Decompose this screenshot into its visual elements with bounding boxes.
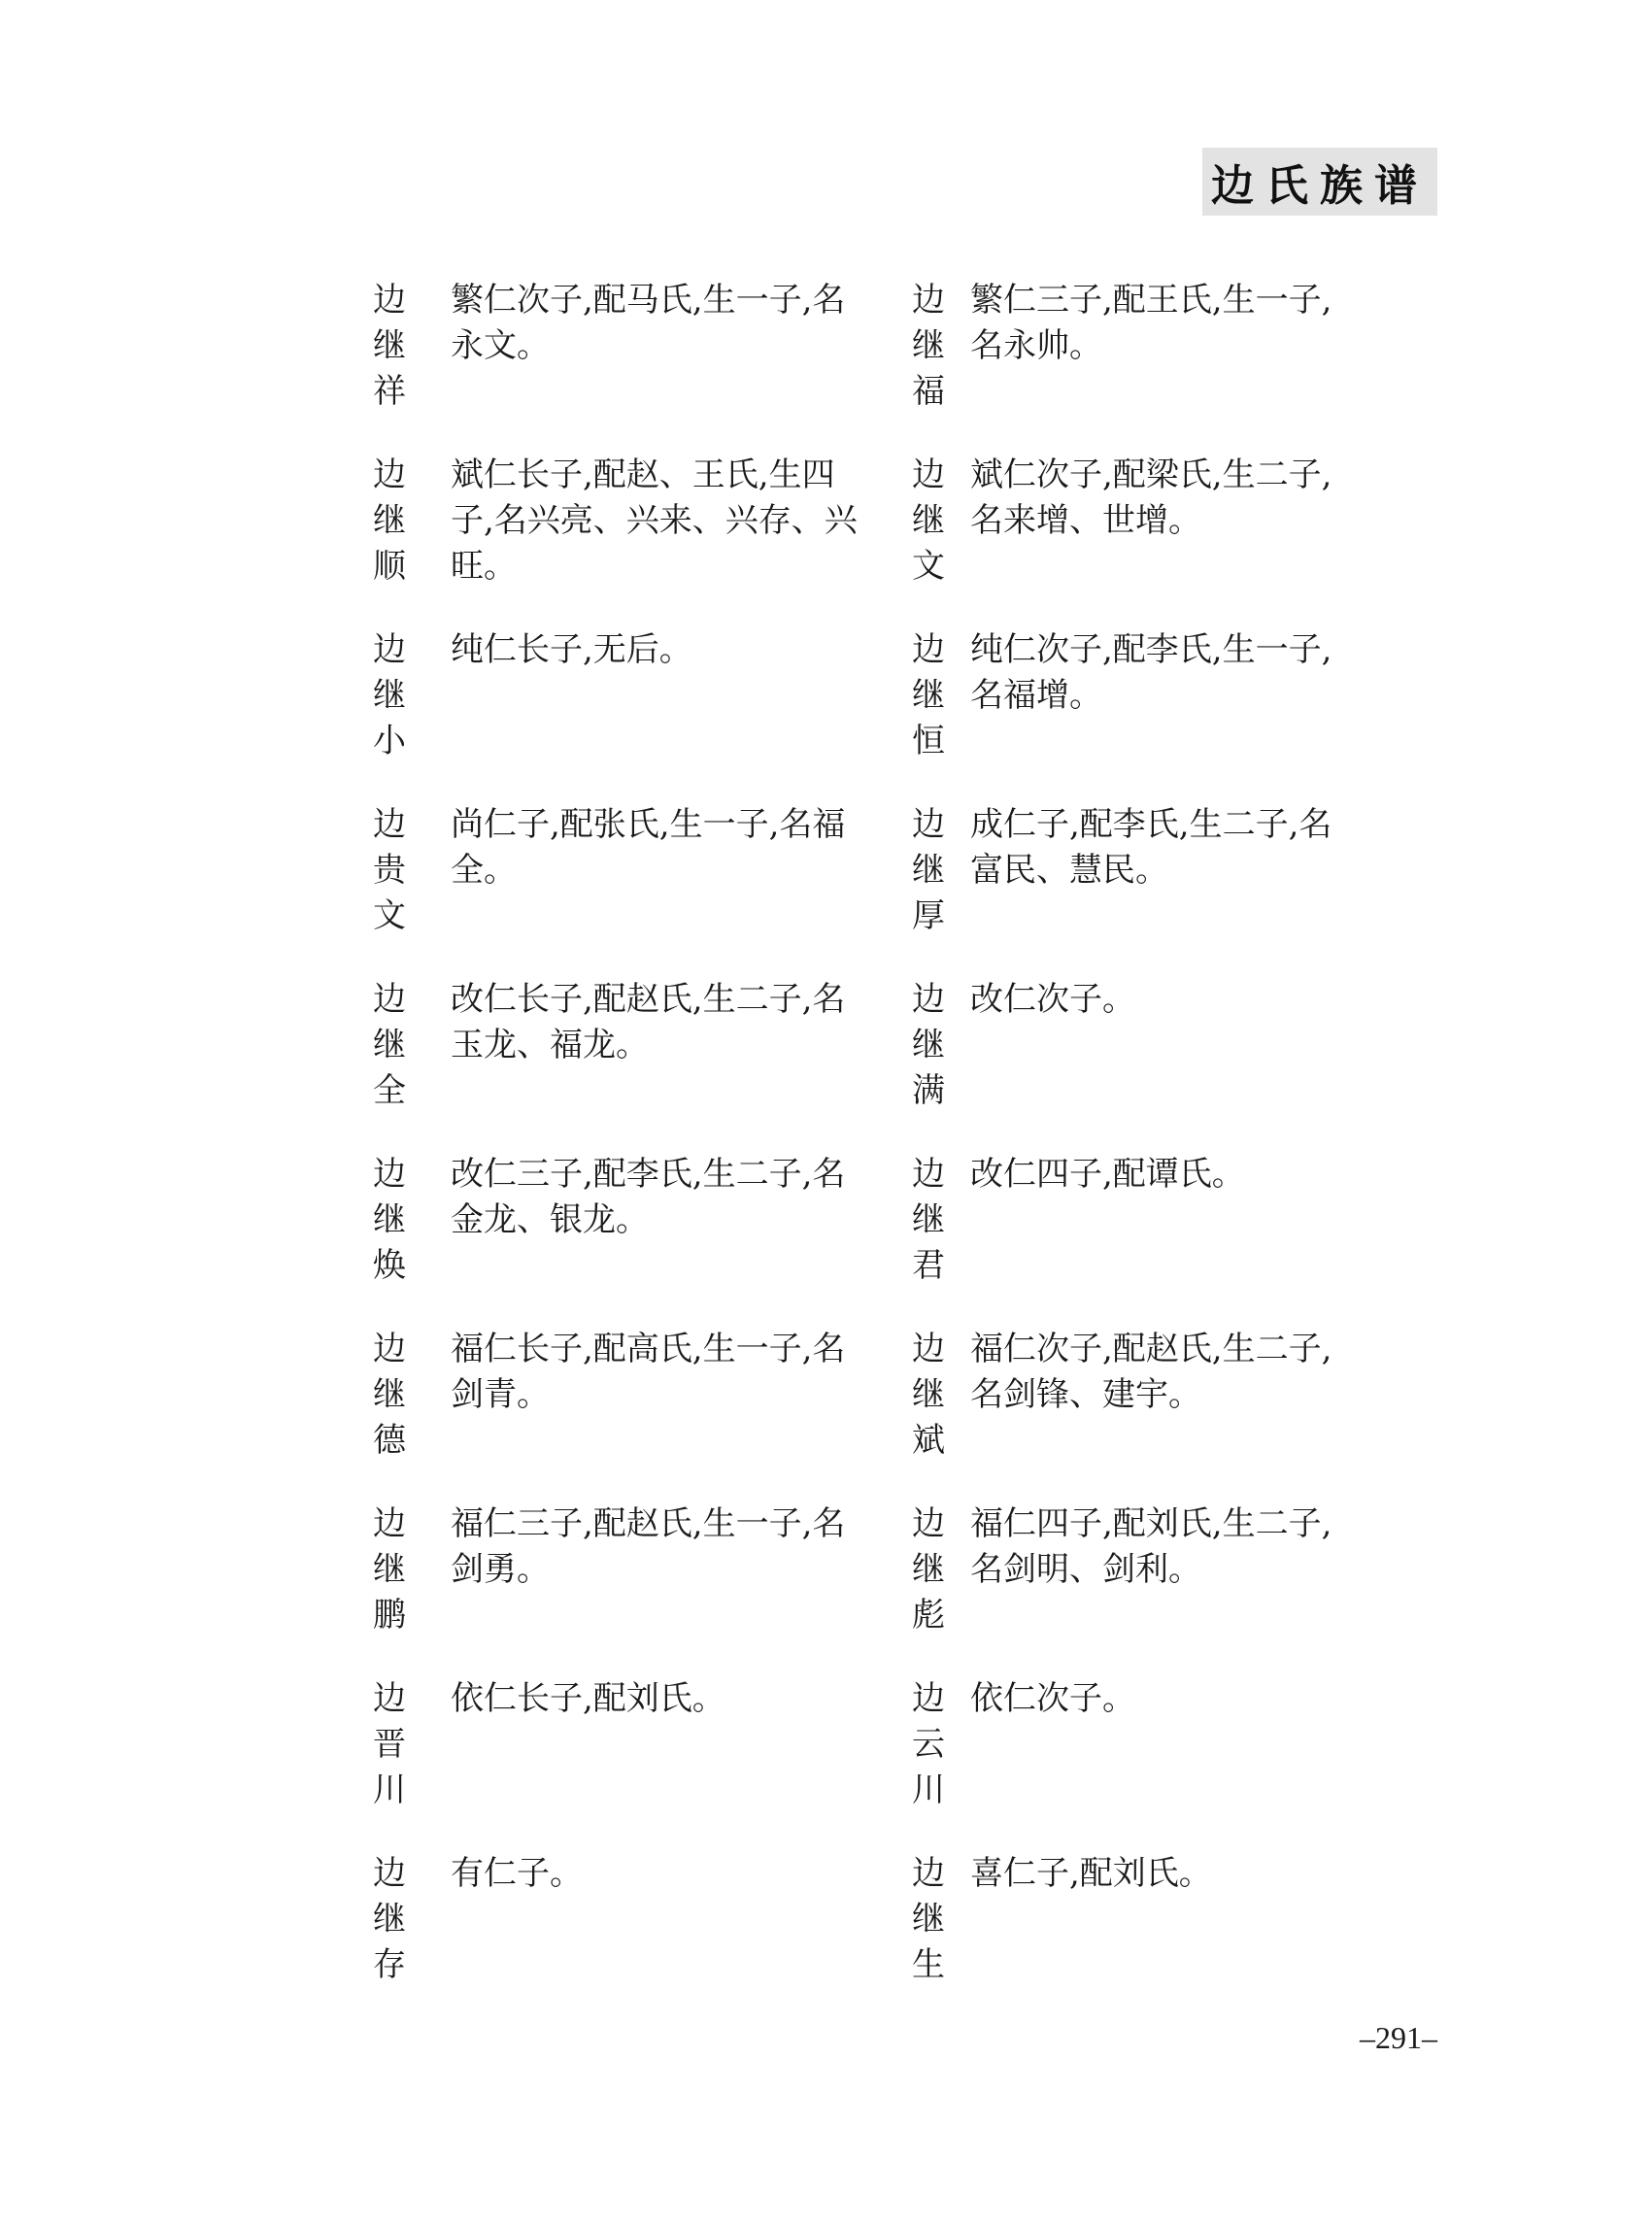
entry-name: 边 晋 川 <box>373 1679 406 1809</box>
entry-description: 依仁次子。 <box>970 1679 1135 1718</box>
entry <box>908 1501 1447 1676</box>
entry <box>908 453 1447 627</box>
entry-description: 成仁子,配李氏,生二子,名 富民、慧民。 <box>970 805 1332 890</box>
page-number: –291– <box>1360 2020 1437 2055</box>
entry-name: 边 继 顺 <box>373 455 406 586</box>
entry-name: 边 继 厚 <box>912 805 945 935</box>
entry <box>908 627 1447 802</box>
entry-description: 喜仁子,配刘氏。 <box>970 1854 1212 1893</box>
entry-description: 繁仁次子,配马氏,生一子,名 永文。 <box>451 281 846 365</box>
entry <box>908 1327 1447 1501</box>
section-title: 边氏族谱 <box>1211 161 1429 211</box>
entry <box>369 1327 908 1501</box>
entry <box>369 1851 908 2026</box>
entry-name: 边 继 生 <box>912 1854 945 1984</box>
entry-name: 边 贵 文 <box>373 805 406 935</box>
section-title-tag <box>1202 148 1437 216</box>
entry-description: 依仁长子,配刘氏。 <box>451 1679 725 1718</box>
entry-description: 改仁次子。 <box>970 980 1135 1019</box>
entry-name: 边 继 存 <box>373 1854 406 1984</box>
entry-description: 福仁次子,配赵氏,生二子, 名剑锋、建宇。 <box>970 1330 1332 1414</box>
entry-description: 福仁长子,配高氏,生一子,名 剑青。 <box>451 1330 846 1414</box>
entry-description: 改仁长子,配赵氏,生二子,名 玉龙、福龙。 <box>451 980 846 1064</box>
entry-description: 改仁三子,配李氏,生二子,名 金龙、银龙。 <box>451 1155 846 1239</box>
entry-name: 边 继 鹏 <box>373 1504 406 1635</box>
entry-name: 边 继 焕 <box>373 1155 406 1285</box>
entry-name: 边 继 祥 <box>373 281 406 411</box>
entry-name: 边 继 彪 <box>912 1504 945 1635</box>
entry-name: 边 继 恒 <box>912 630 945 760</box>
entry <box>908 278 1447 453</box>
genealogy-entries <box>369 278 1447 2026</box>
entry <box>369 453 908 627</box>
entry-description: 尚仁子,配张氏,生一子,名福 全。 <box>451 805 846 890</box>
entry-name: 边 继 君 <box>912 1155 945 1285</box>
entry <box>369 802 908 977</box>
entry-name: 边 继 文 <box>912 455 945 586</box>
entry-description: 福仁四子,配刘氏,生二子, 名剑明、剑利。 <box>970 1504 1332 1589</box>
entry-description: 有仁子。 <box>451 1854 583 1893</box>
entry <box>369 627 908 802</box>
entry <box>908 1851 1447 2026</box>
entry-name: 边 继 小 <box>373 630 406 760</box>
entry <box>369 278 908 453</box>
entry-name: 边 继 全 <box>373 980 406 1110</box>
entry <box>908 1676 1447 1851</box>
entry-name: 边 继 福 <box>912 281 945 411</box>
entry <box>369 1501 908 1676</box>
entry-description: 纯仁长子,无后。 <box>451 630 692 669</box>
entry-description: 纯仁次子,配李氏,生一子, 名福增。 <box>970 630 1332 715</box>
entry <box>908 1152 1447 1327</box>
entry <box>369 1152 908 1327</box>
entry <box>908 802 1447 977</box>
entry-name: 边 继 斌 <box>912 1330 945 1460</box>
entry-description: 改仁四子,配谭氏。 <box>970 1155 1245 1194</box>
entry-name: 边 云 川 <box>912 1679 945 1809</box>
entry <box>908 977 1447 1152</box>
entry <box>369 977 908 1152</box>
entry <box>369 1676 908 1851</box>
entry-name: 边 继 满 <box>912 980 945 1110</box>
entry-description: 繁仁三子,配王氏,生一子, 名永帅。 <box>970 281 1332 365</box>
entry-description: 斌仁次子,配梁氏,生二子, 名来增、世增。 <box>970 455 1332 540</box>
entry-description: 福仁三子,配赵氏,生一子,名 剑勇。 <box>451 1504 846 1589</box>
entry-name: 边 继 德 <box>373 1330 406 1460</box>
entry-description: 斌仁长子,配赵、王氏,生四 子,名兴亮、兴来、兴存、兴旺。 <box>451 455 858 586</box>
